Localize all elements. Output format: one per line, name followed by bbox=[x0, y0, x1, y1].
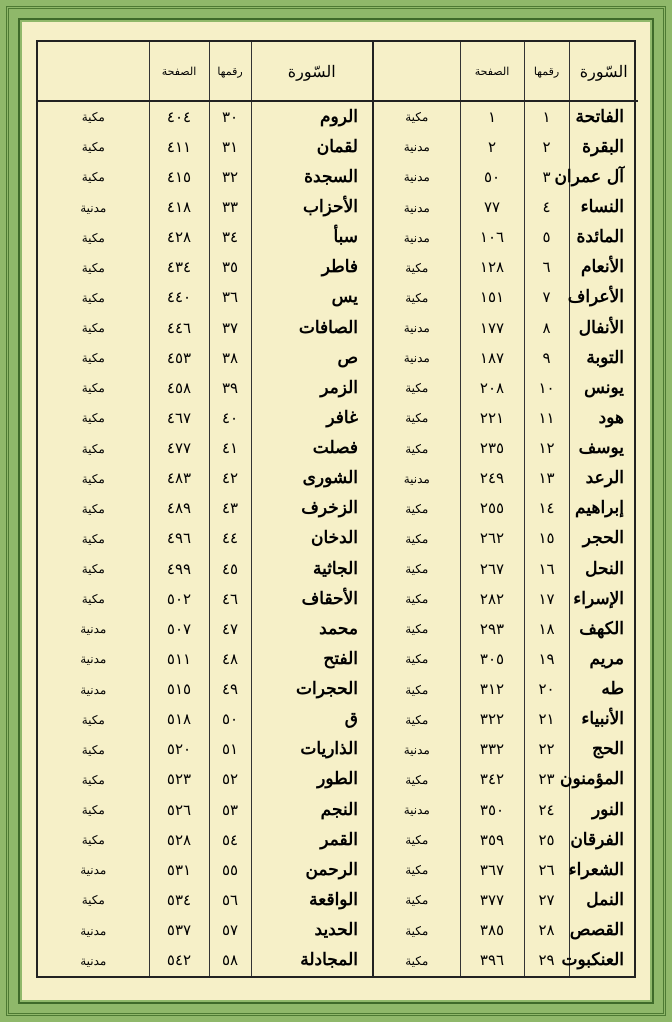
surah-number: ٣٥ bbox=[209, 253, 251, 283]
surah-page: ١٢٨ bbox=[460, 253, 524, 283]
surah-number: ٤٨ bbox=[209, 644, 251, 674]
surah-type: مكية bbox=[373, 915, 460, 945]
surah-type: مكية bbox=[81, 170, 105, 185]
surah-number: ١٣ bbox=[524, 464, 569, 494]
surah-page: ٤١٥ bbox=[149, 162, 209, 192]
surah-name: الحجر bbox=[569, 524, 638, 554]
surah-type: مكية bbox=[373, 765, 460, 795]
surah-name: المائدة bbox=[569, 223, 638, 253]
surah-type: مكية bbox=[373, 433, 460, 463]
surah-page: ٣٩٦ bbox=[460, 946, 524, 976]
surah-name: النمل bbox=[569, 885, 638, 915]
surah-page: ٣٤٢ bbox=[460, 765, 524, 795]
surah-type: مكية bbox=[373, 524, 460, 554]
surah-number: ٦ bbox=[524, 253, 569, 283]
surah-name: القمر bbox=[251, 825, 373, 855]
surah-type: مكية bbox=[373, 253, 460, 283]
surah-type: مكية bbox=[81, 290, 105, 305]
surah-name: القصص bbox=[569, 915, 638, 945]
surah-page: ٧٧ bbox=[460, 192, 524, 222]
table-row bbox=[38, 223, 638, 253]
surah-page: ١٠٦ bbox=[460, 223, 524, 253]
surah-name: الأحقاف bbox=[251, 584, 373, 614]
surah-page: ٤٥٨ bbox=[149, 373, 209, 403]
surah-type: مدنية bbox=[373, 162, 460, 192]
surah-name: إبراهيم bbox=[569, 494, 638, 524]
surah-number: ١ bbox=[524, 101, 569, 132]
surah-type: مكية bbox=[81, 110, 105, 125]
surah-name: الحج bbox=[569, 735, 638, 765]
surah-name: ق bbox=[251, 705, 373, 735]
surah-type: مدنية bbox=[80, 622, 107, 637]
surah-page: ٢٤٩ bbox=[460, 464, 524, 494]
surah-number: ٢٢ bbox=[524, 735, 569, 765]
surah-number: ١٨ bbox=[524, 614, 569, 644]
table-row bbox=[38, 403, 638, 433]
surah-type: مدنية bbox=[373, 132, 460, 162]
surah-type: مدنية bbox=[80, 953, 107, 968]
surah-number: ٣٠ bbox=[209, 101, 251, 132]
surah-name: الجاثية bbox=[251, 554, 373, 584]
surah-type: مكية bbox=[81, 893, 105, 908]
surah-number: ٤٦ bbox=[209, 584, 251, 614]
surah-page: ٤١٨ bbox=[149, 192, 209, 222]
table-row bbox=[38, 554, 638, 584]
surah-name: الأنبياء bbox=[569, 705, 638, 735]
surah-number: ٤١ bbox=[209, 433, 251, 463]
surah-type: مدنية bbox=[373, 343, 460, 373]
table-row bbox=[38, 855, 638, 885]
surah-page: ١ bbox=[460, 101, 524, 132]
surah-name: محمد bbox=[251, 614, 373, 644]
surah-number: ٨ bbox=[524, 313, 569, 343]
table-row bbox=[38, 433, 638, 463]
surah-number: ٤٠ bbox=[209, 403, 251, 433]
surah-page: ٣٥٩ bbox=[460, 825, 524, 855]
surah-number: ٥٠ bbox=[209, 705, 251, 735]
surah-page: ٥١٨ bbox=[149, 705, 209, 735]
surah-type: مكية bbox=[81, 321, 105, 336]
surah-number: ١٩ bbox=[524, 644, 569, 674]
table-row bbox=[38, 644, 638, 674]
surah-name: الفتح bbox=[251, 644, 373, 674]
surah-name: الأنعام bbox=[569, 253, 638, 283]
surah-number: ٢٩ bbox=[524, 946, 569, 976]
table-row bbox=[38, 765, 638, 795]
surah-name: النحل bbox=[569, 554, 638, 584]
surah-page: ٤٥٣ bbox=[149, 343, 209, 373]
surah-type: مدنية bbox=[373, 192, 460, 222]
surah-number: ٥٨ bbox=[209, 946, 251, 976]
surah-type: مكية bbox=[81, 712, 105, 727]
surah-page: ١٨٧ bbox=[460, 343, 524, 373]
surah-number: ٥٧ bbox=[209, 915, 251, 945]
surah-page: ٤٨٩ bbox=[149, 494, 209, 524]
table-row bbox=[38, 283, 638, 313]
surah-number: ١١ bbox=[524, 403, 569, 433]
surah-name: الرحمن bbox=[251, 855, 373, 885]
surah-number: ٣٤ bbox=[209, 223, 251, 253]
surah-type: مكية bbox=[373, 283, 460, 313]
surah-number: ٢ bbox=[524, 132, 569, 162]
surah-number: ٢٨ bbox=[524, 915, 569, 945]
surah-name: الصافات bbox=[251, 313, 373, 343]
table-row bbox=[38, 795, 638, 825]
surah-page: ٢٥٥ bbox=[460, 494, 524, 524]
surah-type: مكية bbox=[81, 833, 105, 848]
surah-page: ٤٣٤ bbox=[149, 253, 209, 283]
header-type-left bbox=[38, 42, 149, 101]
table-row bbox=[38, 162, 638, 192]
surah-page: ٢٣٥ bbox=[460, 433, 524, 463]
surah-page: ٣٨٥ bbox=[460, 915, 524, 945]
table-row bbox=[38, 946, 638, 976]
surah-name: فاطر bbox=[251, 253, 373, 283]
surah-page: ٤٠٤ bbox=[149, 101, 209, 132]
surah-number: ٢٠ bbox=[524, 674, 569, 704]
surah-type: مكية bbox=[81, 772, 105, 787]
surah-type: مكية bbox=[81, 501, 105, 516]
surah-page: ٤٢٨ bbox=[149, 223, 209, 253]
surah-name: الزمر bbox=[251, 373, 373, 403]
surah-type: مكية bbox=[81, 562, 105, 577]
header-surah-left: السّورة bbox=[251, 42, 373, 101]
table-row bbox=[38, 705, 638, 735]
surah-name: الحجرات bbox=[251, 674, 373, 704]
surah-number: ٣١ bbox=[209, 132, 251, 162]
surah-number: ٣ bbox=[524, 162, 569, 192]
surah-number: ٤٥ bbox=[209, 554, 251, 584]
surah-type: مدنية bbox=[373, 313, 460, 343]
surah-type: مكية bbox=[81, 411, 105, 426]
surah-name: الدخان bbox=[251, 524, 373, 554]
surah-page: ٥٣١ bbox=[149, 855, 209, 885]
surah-type: مكية bbox=[373, 584, 460, 614]
surah-page: ٢٠٨ bbox=[460, 373, 524, 403]
surah-name: الشورى bbox=[251, 464, 373, 494]
table-row bbox=[38, 464, 638, 494]
table-row bbox=[38, 674, 638, 704]
surah-page: ٤٩٩ bbox=[149, 554, 209, 584]
surah-page: ٥٠ bbox=[460, 162, 524, 192]
table-row bbox=[38, 494, 638, 524]
surah-number: ٥٤ bbox=[209, 825, 251, 855]
surah-name: الفرقان bbox=[569, 825, 638, 855]
surah-number: ٤٢ bbox=[209, 464, 251, 494]
table-row bbox=[38, 524, 638, 554]
surah-page: ١٥١ bbox=[460, 283, 524, 313]
surah-page: ٥٠٧ bbox=[149, 614, 209, 644]
surah-number: ٤٣ bbox=[209, 494, 251, 524]
surah-name: لقمان bbox=[251, 132, 373, 162]
surah-page: ٣٣٢ bbox=[460, 735, 524, 765]
surah-page: ٥٣٧ bbox=[149, 915, 209, 945]
surah-page: ٥٢٦ bbox=[149, 795, 209, 825]
surah-page: ٢٩٣ bbox=[460, 614, 524, 644]
surah-name: غافر bbox=[251, 403, 373, 433]
surah-type: مدنية bbox=[80, 923, 107, 938]
surah-name: الأنفال bbox=[569, 313, 638, 343]
surah-name: الحديد bbox=[251, 915, 373, 945]
surah-type: مكية bbox=[373, 494, 460, 524]
surah-type: مكية bbox=[81, 471, 105, 486]
surah-type: مكية bbox=[81, 531, 105, 546]
surah-number: ١٧ bbox=[524, 584, 569, 614]
table-row bbox=[38, 915, 638, 945]
surah-page: ٤٨٣ bbox=[149, 464, 209, 494]
surah-name: الرعد bbox=[569, 464, 638, 494]
surah-number: ٥٥ bbox=[209, 855, 251, 885]
surah-type: مكية bbox=[81, 441, 105, 456]
surah-page: ٣٥٠ bbox=[460, 795, 524, 825]
surah-number: ٢٥ bbox=[524, 825, 569, 855]
surah-name: النور bbox=[569, 795, 638, 825]
surah-number: ٤٤ bbox=[209, 524, 251, 554]
surah-type: مكية bbox=[373, 705, 460, 735]
surah-number: ٤ bbox=[524, 192, 569, 222]
surah-name: الواقعة bbox=[251, 885, 373, 915]
surah-page: ٢٦٢ bbox=[460, 524, 524, 554]
surah-number: ٢٧ bbox=[524, 885, 569, 915]
table-row bbox=[38, 735, 638, 765]
surah-page: ٤٦٧ bbox=[149, 403, 209, 433]
surah-type: مكية bbox=[373, 554, 460, 584]
header-page-left: الصفحة bbox=[149, 42, 209, 101]
surah-name: هود bbox=[569, 403, 638, 433]
table-row bbox=[38, 825, 638, 855]
surah-type: مدنية bbox=[80, 652, 107, 667]
surah-page: ٣٢٢ bbox=[460, 705, 524, 735]
surah-name: الذاريات bbox=[251, 735, 373, 765]
surah-page: ٥٢٣ bbox=[149, 765, 209, 795]
surah-name: يوسف bbox=[569, 433, 638, 463]
surah-type: مدنية bbox=[373, 464, 460, 494]
surah-number: ٥ bbox=[524, 223, 569, 253]
surah-number: ١٥ bbox=[524, 524, 569, 554]
surah-page: ٤٧٧ bbox=[149, 433, 209, 463]
surah-name: السجدة bbox=[251, 162, 373, 192]
surah-number: ٢٦ bbox=[524, 855, 569, 885]
surah-type: مكية bbox=[81, 742, 105, 757]
surah-page: ٥٢٠ bbox=[149, 735, 209, 765]
surah-name: التوبة bbox=[569, 343, 638, 373]
surah-number: ١٤ bbox=[524, 494, 569, 524]
surah-name: طه bbox=[569, 674, 638, 704]
surah-type: مكية bbox=[373, 855, 460, 885]
surah-type: مكية bbox=[81, 260, 105, 275]
surah-type: مكية bbox=[373, 885, 460, 915]
header-row bbox=[38, 42, 638, 101]
surah-page: ٤٤٠ bbox=[149, 283, 209, 313]
surah-page: ١٧٧ bbox=[460, 313, 524, 343]
surah-page: ٥٢٨ bbox=[149, 825, 209, 855]
surah-name: الزخرف bbox=[251, 494, 373, 524]
surah-type: مكية bbox=[81, 381, 105, 396]
surah-number: ٥٣ bbox=[209, 795, 251, 825]
table-row bbox=[38, 192, 638, 222]
surah-type: مدنية bbox=[80, 863, 107, 878]
surah-number: ٢١ bbox=[524, 705, 569, 735]
surah-number: ٤٩ bbox=[209, 674, 251, 704]
surah-number: ٩ bbox=[524, 343, 569, 373]
surah-name: آل عمران bbox=[569, 162, 638, 192]
surah-type: مكية bbox=[373, 373, 460, 403]
surah-number: ٥٦ bbox=[209, 885, 251, 915]
surah-type: مكية bbox=[373, 674, 460, 704]
table-row bbox=[38, 253, 638, 283]
surah-type: مكية bbox=[373, 101, 460, 132]
surah-name: يس bbox=[251, 283, 373, 313]
surah-type: مكية bbox=[373, 403, 460, 433]
surah-number: ٣٦ bbox=[209, 283, 251, 313]
header-page-right: الصفحة bbox=[460, 42, 524, 101]
table-row bbox=[38, 885, 638, 915]
surah-name: الطور bbox=[251, 765, 373, 795]
surah-number: ١٦ bbox=[524, 554, 569, 584]
surah-number: ٣٩ bbox=[209, 373, 251, 403]
surah-number: ٣٨ bbox=[209, 343, 251, 373]
surah-page: ٣٠٥ bbox=[460, 644, 524, 674]
surah-number: ٥١ bbox=[209, 735, 251, 765]
surah-number: ٤٧ bbox=[209, 614, 251, 644]
table-row bbox=[38, 343, 638, 373]
surah-type: مكية bbox=[81, 592, 105, 607]
surah-number: ٥٢ bbox=[209, 765, 251, 795]
surah-name: المؤمنون bbox=[569, 765, 638, 795]
surah-number: ٣٧ bbox=[209, 313, 251, 343]
surah-index-table bbox=[36, 40, 636, 978]
surah-type: مكية bbox=[373, 644, 460, 674]
surah-type: مكية bbox=[81, 140, 105, 155]
surah-name: النساء bbox=[569, 192, 638, 222]
table-row bbox=[38, 584, 638, 614]
surah-page: ٥١١ bbox=[149, 644, 209, 674]
surah-page: ٤٤٦ bbox=[149, 313, 209, 343]
table-row bbox=[38, 313, 638, 343]
surah-type: مكية bbox=[81, 230, 105, 245]
surah-name: مريم bbox=[569, 644, 638, 674]
surah-name: الأحزاب bbox=[251, 192, 373, 222]
surah-name: البقرة bbox=[569, 132, 638, 162]
header-number-left: رقمها bbox=[209, 42, 251, 101]
surah-type: مدنية bbox=[80, 682, 107, 697]
surah-type: مكية bbox=[81, 803, 105, 818]
surah-name: الروم bbox=[251, 101, 373, 132]
surah-name: يونس bbox=[569, 373, 638, 403]
surah-name: الفاتحة bbox=[569, 101, 638, 132]
surah-name: المجادلة bbox=[251, 946, 373, 976]
surah-number: ٢٣ bbox=[524, 765, 569, 795]
surah-page: ٣٦٧ bbox=[460, 855, 524, 885]
surah-name: الكهف bbox=[569, 614, 638, 644]
surah-page: ٤٩٦ bbox=[149, 524, 209, 554]
surah-type: مكية bbox=[373, 825, 460, 855]
table-row bbox=[38, 101, 638, 132]
surah-name: الأعراف bbox=[569, 283, 638, 313]
surah-page: ٣١٢ bbox=[460, 674, 524, 704]
surah-name: النجم bbox=[251, 795, 373, 825]
surah-page: ٥٠٢ bbox=[149, 584, 209, 614]
surah-page: ٢ bbox=[460, 132, 524, 162]
surah-number: ٢٤ bbox=[524, 795, 569, 825]
surah-name: الشعراء bbox=[569, 855, 638, 885]
surah-page: ٢٢١ bbox=[460, 403, 524, 433]
surah-number: ٣٢ bbox=[209, 162, 251, 192]
surah-page: ٢٨٢ bbox=[460, 584, 524, 614]
surah-number: ٣٣ bbox=[209, 192, 251, 222]
surah-type: مكية bbox=[81, 351, 105, 366]
table-row bbox=[38, 132, 638, 162]
surah-page: ٥٤٢ bbox=[149, 946, 209, 976]
surah-page: ٢٦٧ bbox=[460, 554, 524, 584]
surah-type: مدنية bbox=[80, 200, 107, 215]
surah-type: مكية bbox=[373, 614, 460, 644]
surah-page: ٤١١ bbox=[149, 132, 209, 162]
surah-type: مكية bbox=[373, 946, 460, 976]
surah-type: مدنية bbox=[373, 795, 460, 825]
surah-type: مدنية bbox=[373, 223, 460, 253]
table-row bbox=[38, 373, 638, 403]
table-row bbox=[38, 614, 638, 644]
surah-number: ١٢ bbox=[524, 433, 569, 463]
surah-page: ٣٧٧ bbox=[460, 885, 524, 915]
surah-number: ١٠ bbox=[524, 373, 569, 403]
surah-page: ٥٣٤ bbox=[149, 885, 209, 915]
header-surah-right: السّورة bbox=[569, 42, 638, 101]
surah-number: ٧ bbox=[524, 283, 569, 313]
surah-name: ص bbox=[251, 343, 373, 373]
surah-name: فصلت bbox=[251, 433, 373, 463]
surah-type: مدنية bbox=[373, 735, 460, 765]
header-type-right bbox=[373, 42, 460, 101]
surah-page: ٥١٥ bbox=[149, 674, 209, 704]
surah-name: الإسراء bbox=[569, 584, 638, 614]
surah-name: سبأ bbox=[251, 223, 373, 253]
surah-name: العنكبوت bbox=[569, 946, 638, 976]
header-number-right: رقمها bbox=[524, 42, 569, 101]
